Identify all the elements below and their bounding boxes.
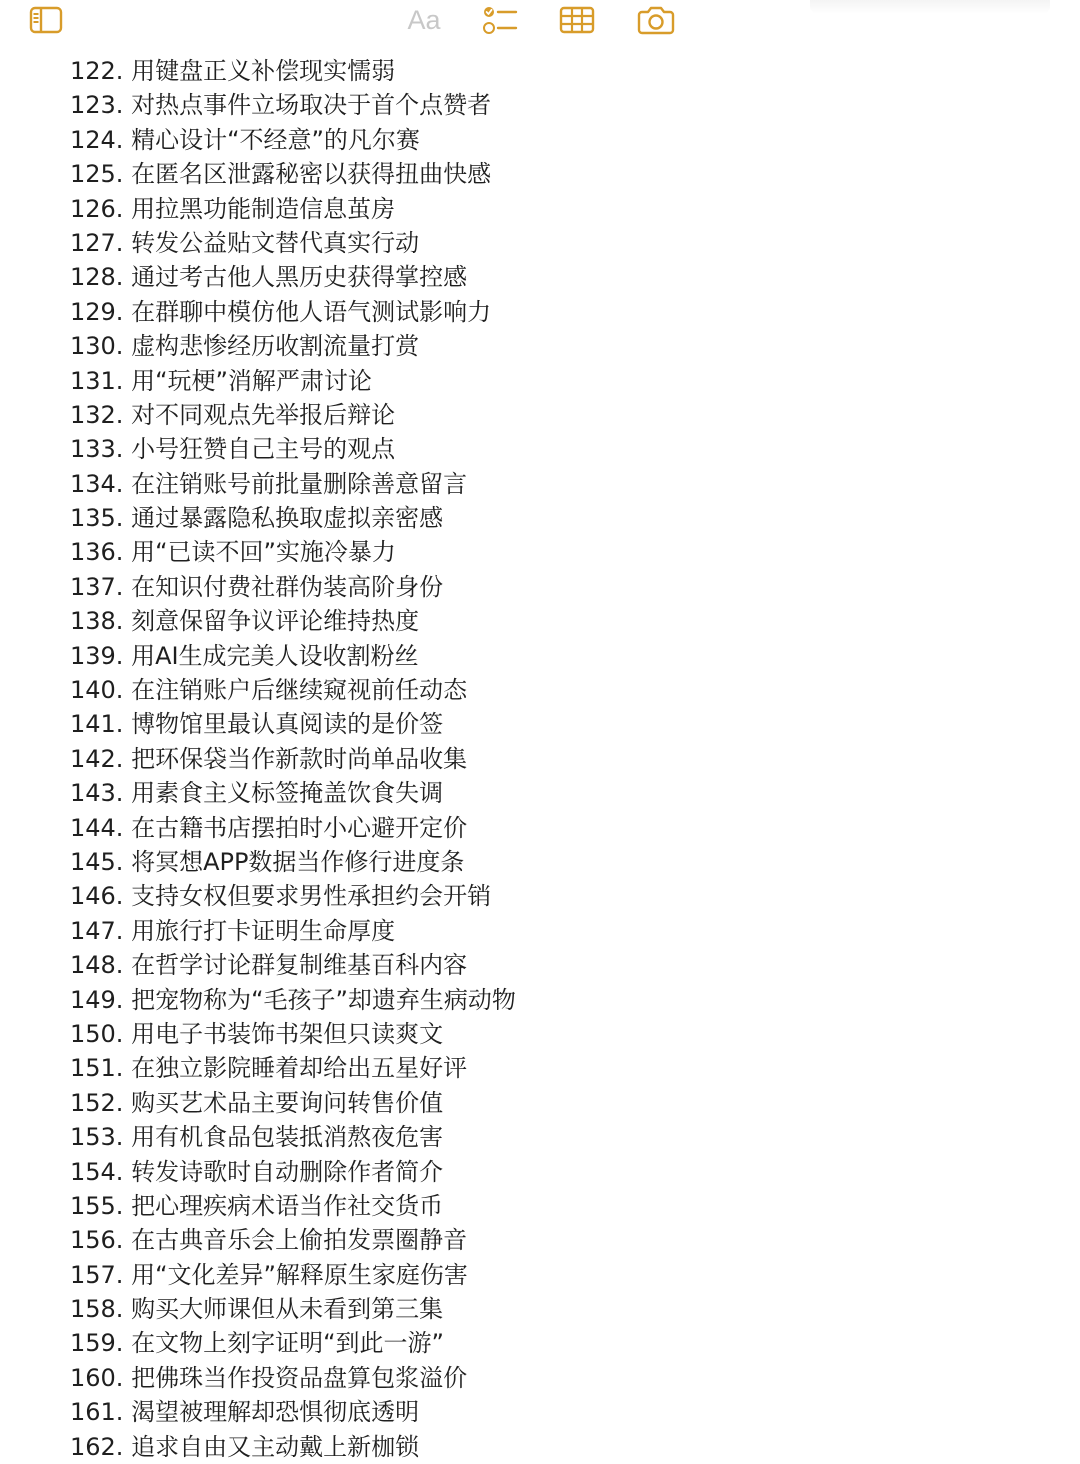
note-line: 142. 把环保袋当作新款时尚单品收集: [70, 744, 468, 773]
note-line: 157. 用“文化差异”解释原生家庭伤害: [70, 1260, 468, 1289]
note-line: 122. 用键盘正义补偿现实懦弱: [70, 57, 396, 85]
note-line: 162. 追求自由又主动戴上新枷锁: [70, 1432, 420, 1461]
table-icon: [559, 6, 595, 34]
note-line: 156. 在古典音乐会上偷拍发票圈静音: [70, 1226, 468, 1255]
text-format-button[interactable]: [402, 4, 446, 36]
checklist-icon: [482, 4, 518, 36]
note-line: 158. 购买大师课但从未看到第三集: [70, 1295, 444, 1324]
note-line: 149. 把宠物称为“毛孩子”却遗弃生病动物: [70, 985, 516, 1014]
note-line: 132. 对不同观点先举报后辩论: [70, 400, 396, 429]
note-line: 125. 在匿名区泄露秘密以获得扭曲快感: [70, 160, 492, 189]
note-line: 143. 用素食主义标签掩盖饮食失调: [70, 779, 444, 808]
note-line: 140. 在注销账户后继续窥视前任动态: [70, 676, 468, 705]
text-format-icon: Aa: [407, 4, 441, 35]
note-line: 130. 虚构悲惨经历收割流量打赏: [70, 332, 420, 361]
note-line: 136. 用“已读不回”实施冷暴力: [70, 538, 396, 567]
note-line: 124. 精心设计“不经意”的凡尔赛: [70, 125, 420, 154]
camera-icon: [637, 5, 675, 35]
table-button[interactable]: [558, 4, 596, 36]
note-line: 150. 用电子书装饰书架但只读爽文: [70, 1019, 444, 1048]
note-line: 137. 在知识付费社群伪装高阶身份: [70, 572, 444, 601]
note-line: 127. 转发公益贴文替代真实行动: [70, 228, 420, 257]
note-line: 138. 刻意保留争议评论维持热度: [70, 607, 420, 636]
note-line: 129. 在群聊中模仿他人语气测试影响力: [70, 297, 492, 326]
sidebar-toggle-button[interactable]: [28, 4, 64, 36]
note-line: 154. 转发诗歌时自动删除作者简介: [70, 1157, 444, 1186]
notes-toolbar: [0, 0, 1080, 44]
note-line: 147. 用旅行打卡证明生命厚度: [70, 916, 396, 945]
note-line: 146. 支持女权但要求男性承担约会开销: [70, 882, 492, 911]
note-line: 131. 用“玩梗”消解严肃讨论: [70, 366, 372, 395]
note-line: 161. 渴望被理解却恐惧彻底透明: [70, 1398, 420, 1427]
checklist-button[interactable]: [480, 4, 520, 36]
note-line: 155. 把心理疾病术语当作社交货币: [70, 1191, 444, 1220]
note-line: 160. 把佛珠当作投资品盘算包浆溢价: [70, 1363, 468, 1392]
note-line: 135. 通过暴露隐私换取虚拟亲密感: [70, 504, 444, 533]
note-line: 133. 小号狂赞自己主号的观点: [70, 435, 396, 464]
note-line: 128. 通过考古他人黑历史获得掌控感: [70, 263, 468, 292]
note-line: 144. 在古籍书店摆拍时小心避开定价: [70, 813, 468, 842]
note-line: 123. 对热点事件立场取决于首个点赞者: [70, 91, 492, 120]
note-line: 134. 在注销账号前批量删除善意留言: [70, 469, 468, 498]
note-line: 148. 在哲学讨论群复制维基百科内容: [70, 951, 468, 980]
note-line: 126. 用拉黑功能制造信息茧房: [70, 194, 396, 223]
sidebar-icon: [29, 6, 63, 34]
note-line: 145. 将冥想APP数据当作修行进度条: [70, 847, 465, 876]
note-line: 139. 用AI生成完美人设收割粉丝: [70, 641, 419, 670]
note-line: 159. 在文物上刻字证明“到此一游”: [70, 1329, 444, 1358]
note-line: 151. 在独立影院睡着却给出五星好评: [70, 1054, 468, 1083]
note-line: 153. 用有机食品包装抵消熬夜危害: [70, 1123, 444, 1152]
note-body[interactable]: [70, 54, 516, 1464]
note-line: 141. 博物馆里最认真阅读的是价签: [70, 710, 444, 739]
camera-button[interactable]: [636, 4, 676, 36]
note-line: 152. 购买艺术品主要询问转售价值: [70, 1088, 444, 1117]
